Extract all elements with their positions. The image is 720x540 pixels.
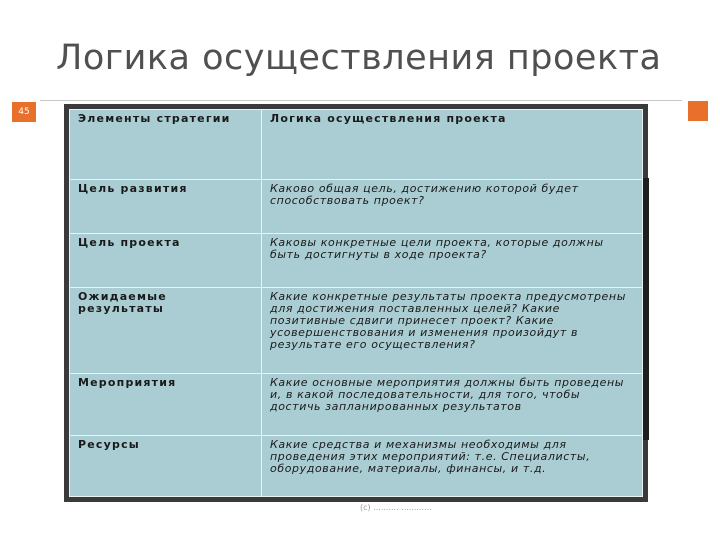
row-element: Цель развития [70,180,262,234]
title-divider [40,100,682,101]
row-element: Цель проекта [70,234,262,288]
header-logic: Логика осуществления проекта [262,110,643,180]
table-row [70,374,643,436]
row-element: Мероприятия [70,374,262,436]
row-logic: Каковы конкретные цели проекта, которые должны быть достигнуты в ходе проекта? [262,234,643,288]
slide-title: Логика осуществления проекта [56,38,662,78]
row-logic: Какие основные мероприятия должны быть проведены и, в какой последовательности, для того, чтобы достичь запланированных результатов [262,374,643,436]
row-logic: Каково общая цель, достижению которой будет способствовать проект? [262,180,643,234]
table-header-row [70,110,643,180]
row-element: Ожидаемые результаты [70,288,262,374]
table-row [70,436,643,497]
row-element: Ресурсы [70,436,262,497]
slide-number: 45 [12,102,36,122]
header-elements: Элементы стратегии [70,110,262,180]
table-row [70,180,643,234]
table-row [70,234,643,288]
strategy-table-frame [64,104,648,502]
table-row [70,288,643,374]
slide-footer: (с) .......... ............ [360,503,432,512]
strategy-table [69,109,643,497]
row-logic: Какие средства и механизмы необходимы для проведения этих мероприятий: т.е. Специалисты, оборудование, материалы, финансы, и т.д. [262,436,643,497]
corner-accent [688,101,708,121]
row-logic: Какие конкретные результаты проекта предусмотрены для достижения поставленных целей? Какие позитивные сдвиги принесет проект? Какие усовершенствования и изменения произойдут в результате его осуществления? [262,288,643,374]
table-edge-bar [643,178,649,440]
